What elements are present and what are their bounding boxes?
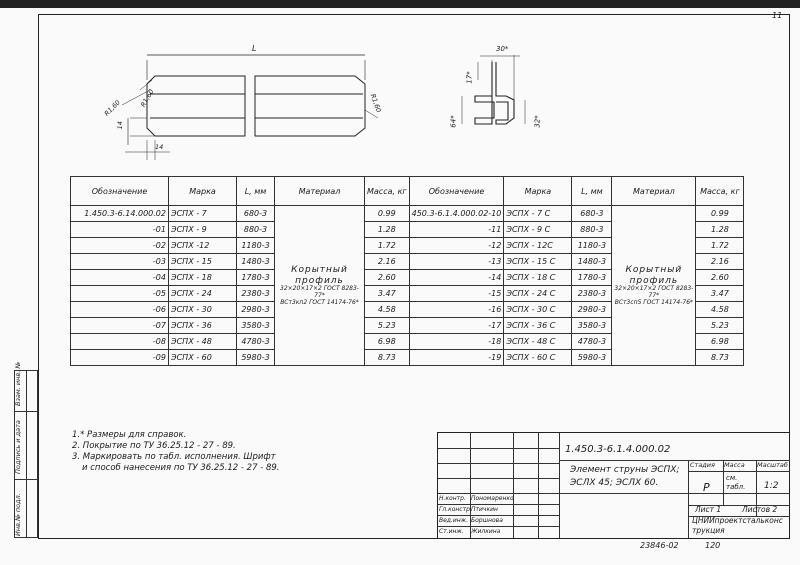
cell-length: 1780-3 [237, 270, 275, 286]
dim-14-vertical: 14 [115, 121, 124, 130]
sheet-number: 11 [772, 11, 783, 20]
header-length-2: L, мм [572, 177, 612, 206]
mass-label: Масса [724, 461, 745, 469]
cell-mark-2: ЭСПХ - 12С [504, 238, 572, 254]
cell-mark-2: ЭСПХ - 18 С [504, 270, 572, 286]
cell-mark-2: ЭСПХ - 15 С [504, 254, 572, 270]
cell-mark: ЭСПХ - 7 [169, 206, 237, 222]
header-material: Материал [275, 177, 365, 206]
dim-radius-b: R1,60 [102, 98, 122, 118]
cell-mass: 1.28 [365, 222, 410, 238]
cell-mark: ЭСПХ - 15 [169, 254, 237, 270]
cell-mark: ЭСПХ - 36 [169, 318, 237, 334]
cell-length: 5980-3 [237, 350, 275, 366]
cell-length-2: 880-3 [572, 222, 612, 238]
cell-designation: -07 [71, 318, 169, 334]
cell-mark: ЭСПХ -12 [169, 238, 237, 254]
cell-mark-2: ЭСПХ - 24 С [504, 286, 572, 302]
cell-mass: 0.99 [365, 206, 410, 222]
notes [72, 430, 280, 474]
stage-label: Стадия [690, 461, 715, 469]
header-designation-2: Обозначение [409, 177, 504, 206]
archive-number: 23846-02 [640, 541, 679, 550]
table-header-row [71, 177, 744, 206]
cell-mass-2: 3.47 [696, 286, 744, 302]
cell-designation-2: -13 [409, 254, 504, 270]
cell-mark-2: ЭСПХ - 7 С [504, 206, 572, 222]
cell-length: 680-3 [237, 206, 275, 222]
cell-mass: 5.23 [365, 318, 410, 334]
note-3-cont: и способ нанесения по ТУ 36.25.12 - 27 - 89. [82, 463, 280, 473]
cell-mass-2: 8.73 [696, 350, 744, 366]
header-material-2: Материал [612, 177, 696, 206]
cell-mass: 8.73 [365, 350, 410, 366]
name-3: Боршнова [471, 517, 503, 524]
header-mark-2: Марка [504, 177, 572, 206]
cell-designation-2: -19 [409, 350, 504, 366]
cell-designation-2: -18 [409, 334, 504, 350]
dim-64: 64* [449, 115, 458, 128]
cell-length-2: 2380-3 [572, 286, 612, 302]
cell-mass-2: 1.72 [696, 238, 744, 254]
cell-mass: 6.98 [365, 334, 410, 350]
cell-length: 1480-3 [237, 254, 275, 270]
cell-mark-2: ЭСПХ - 36 С [504, 318, 572, 334]
cell-mass: 3.47 [365, 286, 410, 302]
cell-length-2: 1780-3 [572, 270, 612, 286]
cell-designation: -09 [71, 350, 169, 366]
cell-mass-2: 1.28 [696, 222, 744, 238]
cell-mark-2: ЭСПХ - 60 С [504, 350, 572, 366]
mass-value: см. табл. [726, 474, 746, 491]
scale-label: Масштаб [757, 461, 788, 469]
dim-length: L [252, 44, 257, 53]
title-text: Элемент струны ЭСПХ; ЭСЛХ 45; ЭСЛХ 60. [570, 465, 680, 488]
cell-designation-2: -17 [409, 318, 504, 334]
header-designation: Обозначение [71, 177, 169, 206]
cell-mark-2: ЭСПХ - 30 С [504, 302, 572, 318]
cell-mass-2: 2.16 [696, 254, 744, 270]
cell-designation-2: -11 [409, 222, 504, 238]
cell-mark-2: ЭСПХ - 48 С [504, 334, 572, 350]
cell-mass: 2.60 [365, 270, 410, 286]
cell-designation-2: -14 [409, 270, 504, 286]
role-lead-engineer: Вед.инж. [439, 517, 468, 524]
side-stamp-inv-original: Инв.№ подл. [14, 493, 22, 536]
name-1: Пономаренко [471, 495, 514, 502]
header-mark: Марка [169, 177, 237, 206]
cell-mark: ЭСПХ - 60 [169, 350, 237, 366]
strip-right-segment [255, 76, 365, 136]
cell-mark-2: ЭСПХ - 9 С [504, 222, 572, 238]
cell-length: 1180-3 [237, 238, 275, 254]
cell-designation: -01 [71, 222, 169, 238]
cell-length-2: 1480-3 [572, 254, 612, 270]
note-1: 1.* Размеры для справок. [72, 430, 187, 440]
cell-designation: -06 [71, 302, 169, 318]
cell-designation: -05 [71, 286, 169, 302]
cell-designation-2: 450.3-6.1.4.000.02-10 [409, 206, 504, 222]
cell-designation-2: -12 [409, 238, 504, 254]
dim-radius-c: R1,60 [368, 92, 383, 114]
cell-length: 4780-3 [237, 334, 275, 350]
cell-length-2: 3580-3 [572, 318, 612, 334]
cell-designation-2: -16 [409, 302, 504, 318]
cell-mass-2: 6.98 [696, 334, 744, 350]
cell-mark: ЭСПХ - 9 [169, 222, 237, 238]
side-stamp-replacement: Взам. инв. № [14, 361, 22, 406]
header-mass-2: Масса, кг [696, 177, 744, 206]
dim-30: 30* [496, 45, 509, 53]
cell-length-2: 4780-3 [572, 334, 612, 350]
cell-mass: 2.16 [365, 254, 410, 270]
organization: ЦНИИпроектстальконструкция [692, 516, 783, 535]
stage-value: Р [703, 481, 710, 494]
role-n-control: Н.контр. [439, 495, 466, 502]
cell-mark: ЭСПХ - 18 [169, 270, 237, 286]
material-left-spec: 32×20×17×2 ГОСТ 8283-77* ВСт3кп2 ГОСТ 14174-76* [280, 285, 359, 306]
cell-mass-2: 4.58 [696, 302, 744, 318]
role-senior-engineer: Ст.инж. [439, 528, 464, 535]
cell-mark: ЭСПХ - 48 [169, 334, 237, 350]
sheet-label: Лист 1 [695, 505, 722, 514]
material-right-spec: 32×20×17×2 ГОСТ 8283-77* ВСт3сп5 ГОСТ 14174-76* [614, 285, 694, 306]
name-4: Жилкина [471, 528, 501, 535]
cell-designation-2: -15 [409, 286, 504, 302]
material-right-name: Корытный профиль [625, 264, 683, 286]
scale-value: 1:2 [764, 481, 779, 491]
cell-length: 2980-3 [237, 302, 275, 318]
side-stamp-signature-date: Подпись и дата [14, 420, 22, 474]
specification-table [70, 176, 744, 366]
header-length: L, мм [237, 177, 275, 206]
sheets-label: Листов 2 [742, 505, 778, 514]
header-mass: Масса, кг [365, 177, 410, 206]
name-2: Птичкин [471, 506, 498, 513]
cell-designation: -08 [71, 334, 169, 350]
cell-mass: 4.58 [365, 302, 410, 318]
note-2: 2. Покрытие по ТУ 36.25.12 - 27 - 89. [72, 441, 236, 451]
cell-designation: -02 [71, 238, 169, 254]
cell-designation: 1.450.3-6.14.000.02 [71, 206, 169, 222]
dim-radius-a: R1,60 [139, 87, 156, 109]
dim-14-horizontal: 14 [155, 143, 164, 151]
table-row [71, 206, 744, 222]
cell-length-2: 2980-3 [572, 302, 612, 318]
cell-length-2: 1180-3 [572, 238, 612, 254]
note-3: 3. Маркировать по табл. исполнения. Шрифт [72, 452, 276, 462]
cell-material-left [275, 206, 365, 366]
strip-left-segment [147, 76, 245, 136]
cell-mass-2: 2.60 [696, 270, 744, 286]
cell-designation: -03 [71, 254, 169, 270]
cell-length: 880-3 [237, 222, 275, 238]
role-chief-designer: Гл.констр. [439, 506, 472, 513]
cell-mark: ЭСПХ - 30 [169, 302, 237, 318]
dim-32: 32* [533, 115, 542, 128]
page-number: 120 [705, 541, 721, 550]
cell-length: 2380-3 [237, 286, 275, 302]
dim-17: 17* [465, 71, 474, 84]
cell-designation: -04 [71, 270, 169, 286]
cell-mass-2: 5.23 [696, 318, 744, 334]
cell-mark: ЭСПХ - 24 [169, 286, 237, 302]
cell-material-right [612, 206, 696, 366]
material-left-name: Корытный профиль [291, 264, 348, 286]
cell-length: 3580-3 [237, 318, 275, 334]
cell-length-2: 5980-3 [572, 350, 612, 366]
cell-length-2: 680-3 [572, 206, 612, 222]
cell-mass: 1.72 [365, 238, 410, 254]
title-document-code: 1.450.3-6.1.4.000.02 [565, 444, 671, 455]
cell-mass-2: 0.99 [696, 206, 744, 222]
